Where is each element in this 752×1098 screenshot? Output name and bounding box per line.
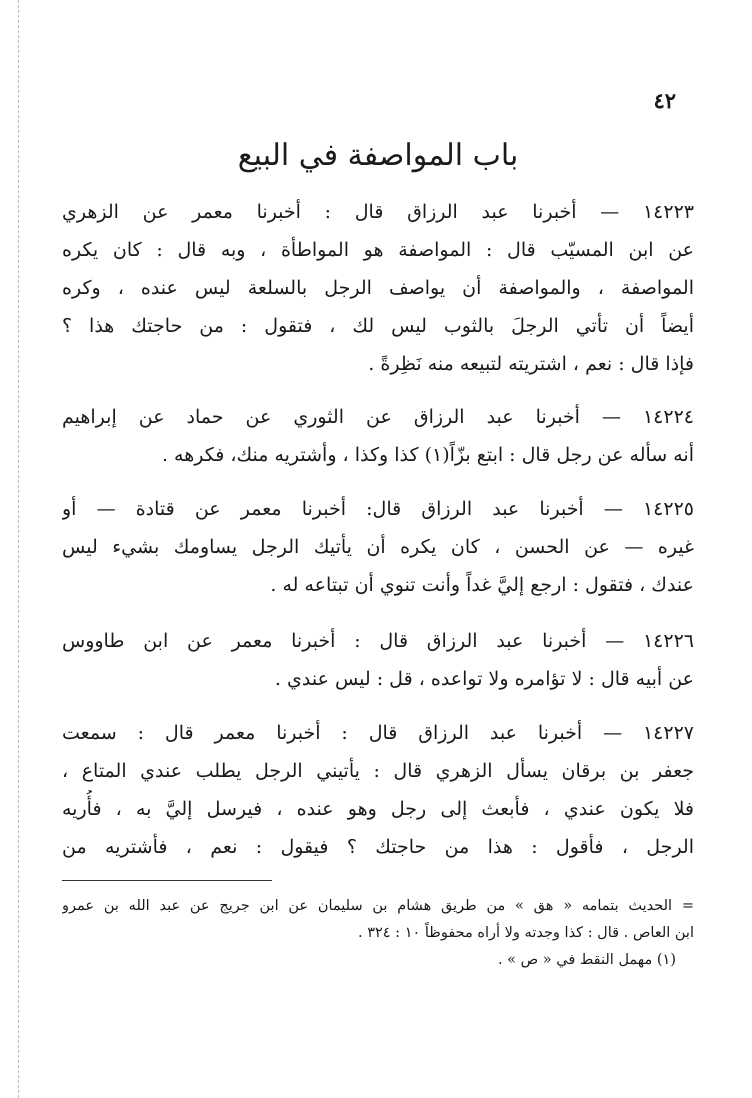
text-line: غيره — عن الحسن ، كان يكره أن يأتيك الرجل يساومك بشيء ليس: [62, 536, 694, 558]
text-line: أنه سأله عن رجل قال : ابتع بزّاً(١) كذا وكذا ، وأشتريه منك، فكرهه .: [161, 444, 694, 466]
text-line: أيضاً أن تأتي الرجلَ بالثوب ليس لك ، فتقول : من حاجتك هذا ؟: [62, 315, 694, 337]
text-line: المواصفة ، والمواصفة أن يواصف الرجل بالسلعة ليس عنده ، وكره: [62, 277, 694, 299]
chapter-title: باب المواصفة في البيع: [237, 138, 519, 173]
footnote-line: (١) مهمل النقط في « ص » .: [497, 952, 676, 968]
text-line: ١٤٢٢٤ — أخبرنا عبد الرزاق عن الثوري عن حماد عن إبراهيم: [62, 406, 694, 428]
text-line: عن ابن المسيّب قال : المواصفة هو المواطأة ، وبه قال : كان يكره: [62, 239, 694, 261]
footnote-separator: [62, 880, 272, 881]
footnote-line: = الحديث بتمامه « هق » من طريق هشام بن سليمان عن ابن جريج عن عبد الله بن عمرو: [62, 898, 694, 914]
hadith-entry-14225: [62, 490, 694, 604]
page-gutter-line: [18, 0, 19, 1098]
footnote-line: ابن العاص . قال : كذا وجدته ولا أراه محفوظاً ١٠ : ٣٢٤ .: [357, 925, 694, 941]
text-line: ١٤٢٢٦ — أخبرنا عبد الرزاق قال : أخبرنا معمر عن ابن طاووس: [62, 630, 694, 652]
hadith-entry-14226: [62, 622, 694, 698]
hadith-entry-14227: [62, 714, 694, 866]
text-line: ١٤٢٢٣ — أخبرنا عبد الرزاق قال : أخبرنا معمر عن الزهري: [62, 201, 694, 223]
footnotes: [62, 893, 694, 974]
text-line: ١٤٢٢٧ — أخبرنا عبد الرزاق قال : أخبرنا معمر قال : سمعت: [62, 722, 694, 744]
hadith-entry-14223: [62, 193, 694, 383]
text-line: ١٤٢٢٥ — أخبرنا عبد الرزاق قال: أخبرنا معمر عن قتادة — أو: [62, 498, 694, 520]
text-line: عن أبيه قال : لا تؤامره ولا تواعده ، قل : ليس عندي .: [274, 668, 694, 690]
text-line: عندك ، فتقول : ارجع إليَّ غداً وأنت تنوي أن تبتاعه له .: [270, 574, 694, 596]
text-line: فإذا قال : نعم ، اشتريته لتبيعه منه نَظِرةً .: [368, 353, 694, 375]
text-line: جعفر بن برقان يسأل الزهري قال : يأتيني الرجل يطلب عندي المتاع ،: [62, 760, 694, 782]
hadith-entry-14224: [62, 398, 694, 474]
page-number: ٤٢: [653, 88, 676, 113]
text-line: فلا يكون عندي ، فأبعث إلى رجل وهو عنده ، فيرسل إليَّ به ، فأُريه: [62, 798, 694, 820]
text-line: الرجل ، فأقول : هذا من حاجتك ؟ فيقول : نعم ، فأشتريه من: [62, 836, 694, 858]
book-page: [62, 0, 694, 1098]
